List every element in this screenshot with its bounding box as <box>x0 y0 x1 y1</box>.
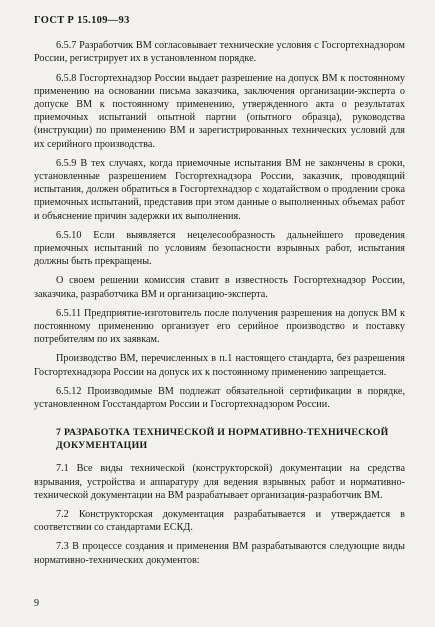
section-title: 7 РАЗРАБОТКА ТЕХНИЧЕСКОЙ И НОРМАТИВНО-ТЕХНИЧЕСКОЙ ДОКУМЕНТАЦИИ <box>56 427 389 451</box>
page-number: 9 <box>34 598 39 609</box>
paragraph-7-2: 7.2 Конструкторская документация разрабатывается и утверждается в соответствии со стандартами ЕСКД. <box>34 509 405 534</box>
paragraph-7-1: 7.1 Все виды технической (конструкторской) документации на средства взрывания, устройства и аппаратуру для ведения взрывных работ и нормативно-технической документации на ВМ разрабатывает организация-разработчик ВМ. <box>34 463 405 501</box>
paragraph-6-5-10: 6.5.10 Если выявляется нецелесообразность дальнейшего проведения приемочных испытаний по условиям безопасности взрывных работ, испытания должны быть прекращены. <box>34 229 405 268</box>
paragraph-commission-decision: О своем решении комиссия ставит в известность Госгортехнадзор России, заказчика, разработчика ВМ и организацию-эксперта. <box>34 275 405 300</box>
paragraph-6-5-9: 6.5.9 В тех случаях, когда приемочные испытания ВМ не закончены в сроки, установленные разрешением Госгортехнадзора России, заказчик, проводящий испытания, должен обратиться в Госгортехнадзор с ходатайством о продлении срока приемочных испытаний, представив при этом данные о выполненных объемах работ и объяснение причин задержки их выполнения. <box>34 157 405 222</box>
paragraph-6-5-7: 6.5.7 Разработчик ВМ согласовывает технические условия с Госгортехнадзором России, регистрирует их в установленном порядке. <box>34 40 405 65</box>
paragraph-7-3: 7.3 В процессе создания и применения ВМ разрабатываются следующие виды нормативно-технических документов: <box>34 541 405 566</box>
paragraph-production-ban: Производство ВМ, перечисленных в п.1 настоящего стандарта, без разрешения Госгортехнадзора России на допуск их к постоянному применению запрещается. <box>34 353 405 378</box>
paragraph-6-5-8: 6.5.8 Госгортехнадзор России выдает разрешение на допуск ВМ к постоянному применению на основании письма заказчика, заключения организации-эксперта о допуске ВМ к постоянному применению, утвержденного акта о результатах приемочных испытаний опытной партии (опытного образца), руководства (инструкции) по применению ВМ и зарегистрированных технических условий для их серийного производства. <box>34 72 405 150</box>
document-header: ГОСТ Р 15.109—93 <box>34 15 130 26</box>
paragraph-6-5-11: 6.5.11 Предприятие-изготовитель после получения разрешения на допуск ВМ к постоянному применению организует его серийное производство и поставку потребителям по их заявкам. <box>34 307 405 346</box>
paragraph-6-5-12: 6.5.12 Производимые ВМ подлежат обязательной сертификации в порядке, установленном Госстандартом России и Госгортехнадзором России. <box>34 385 405 411</box>
